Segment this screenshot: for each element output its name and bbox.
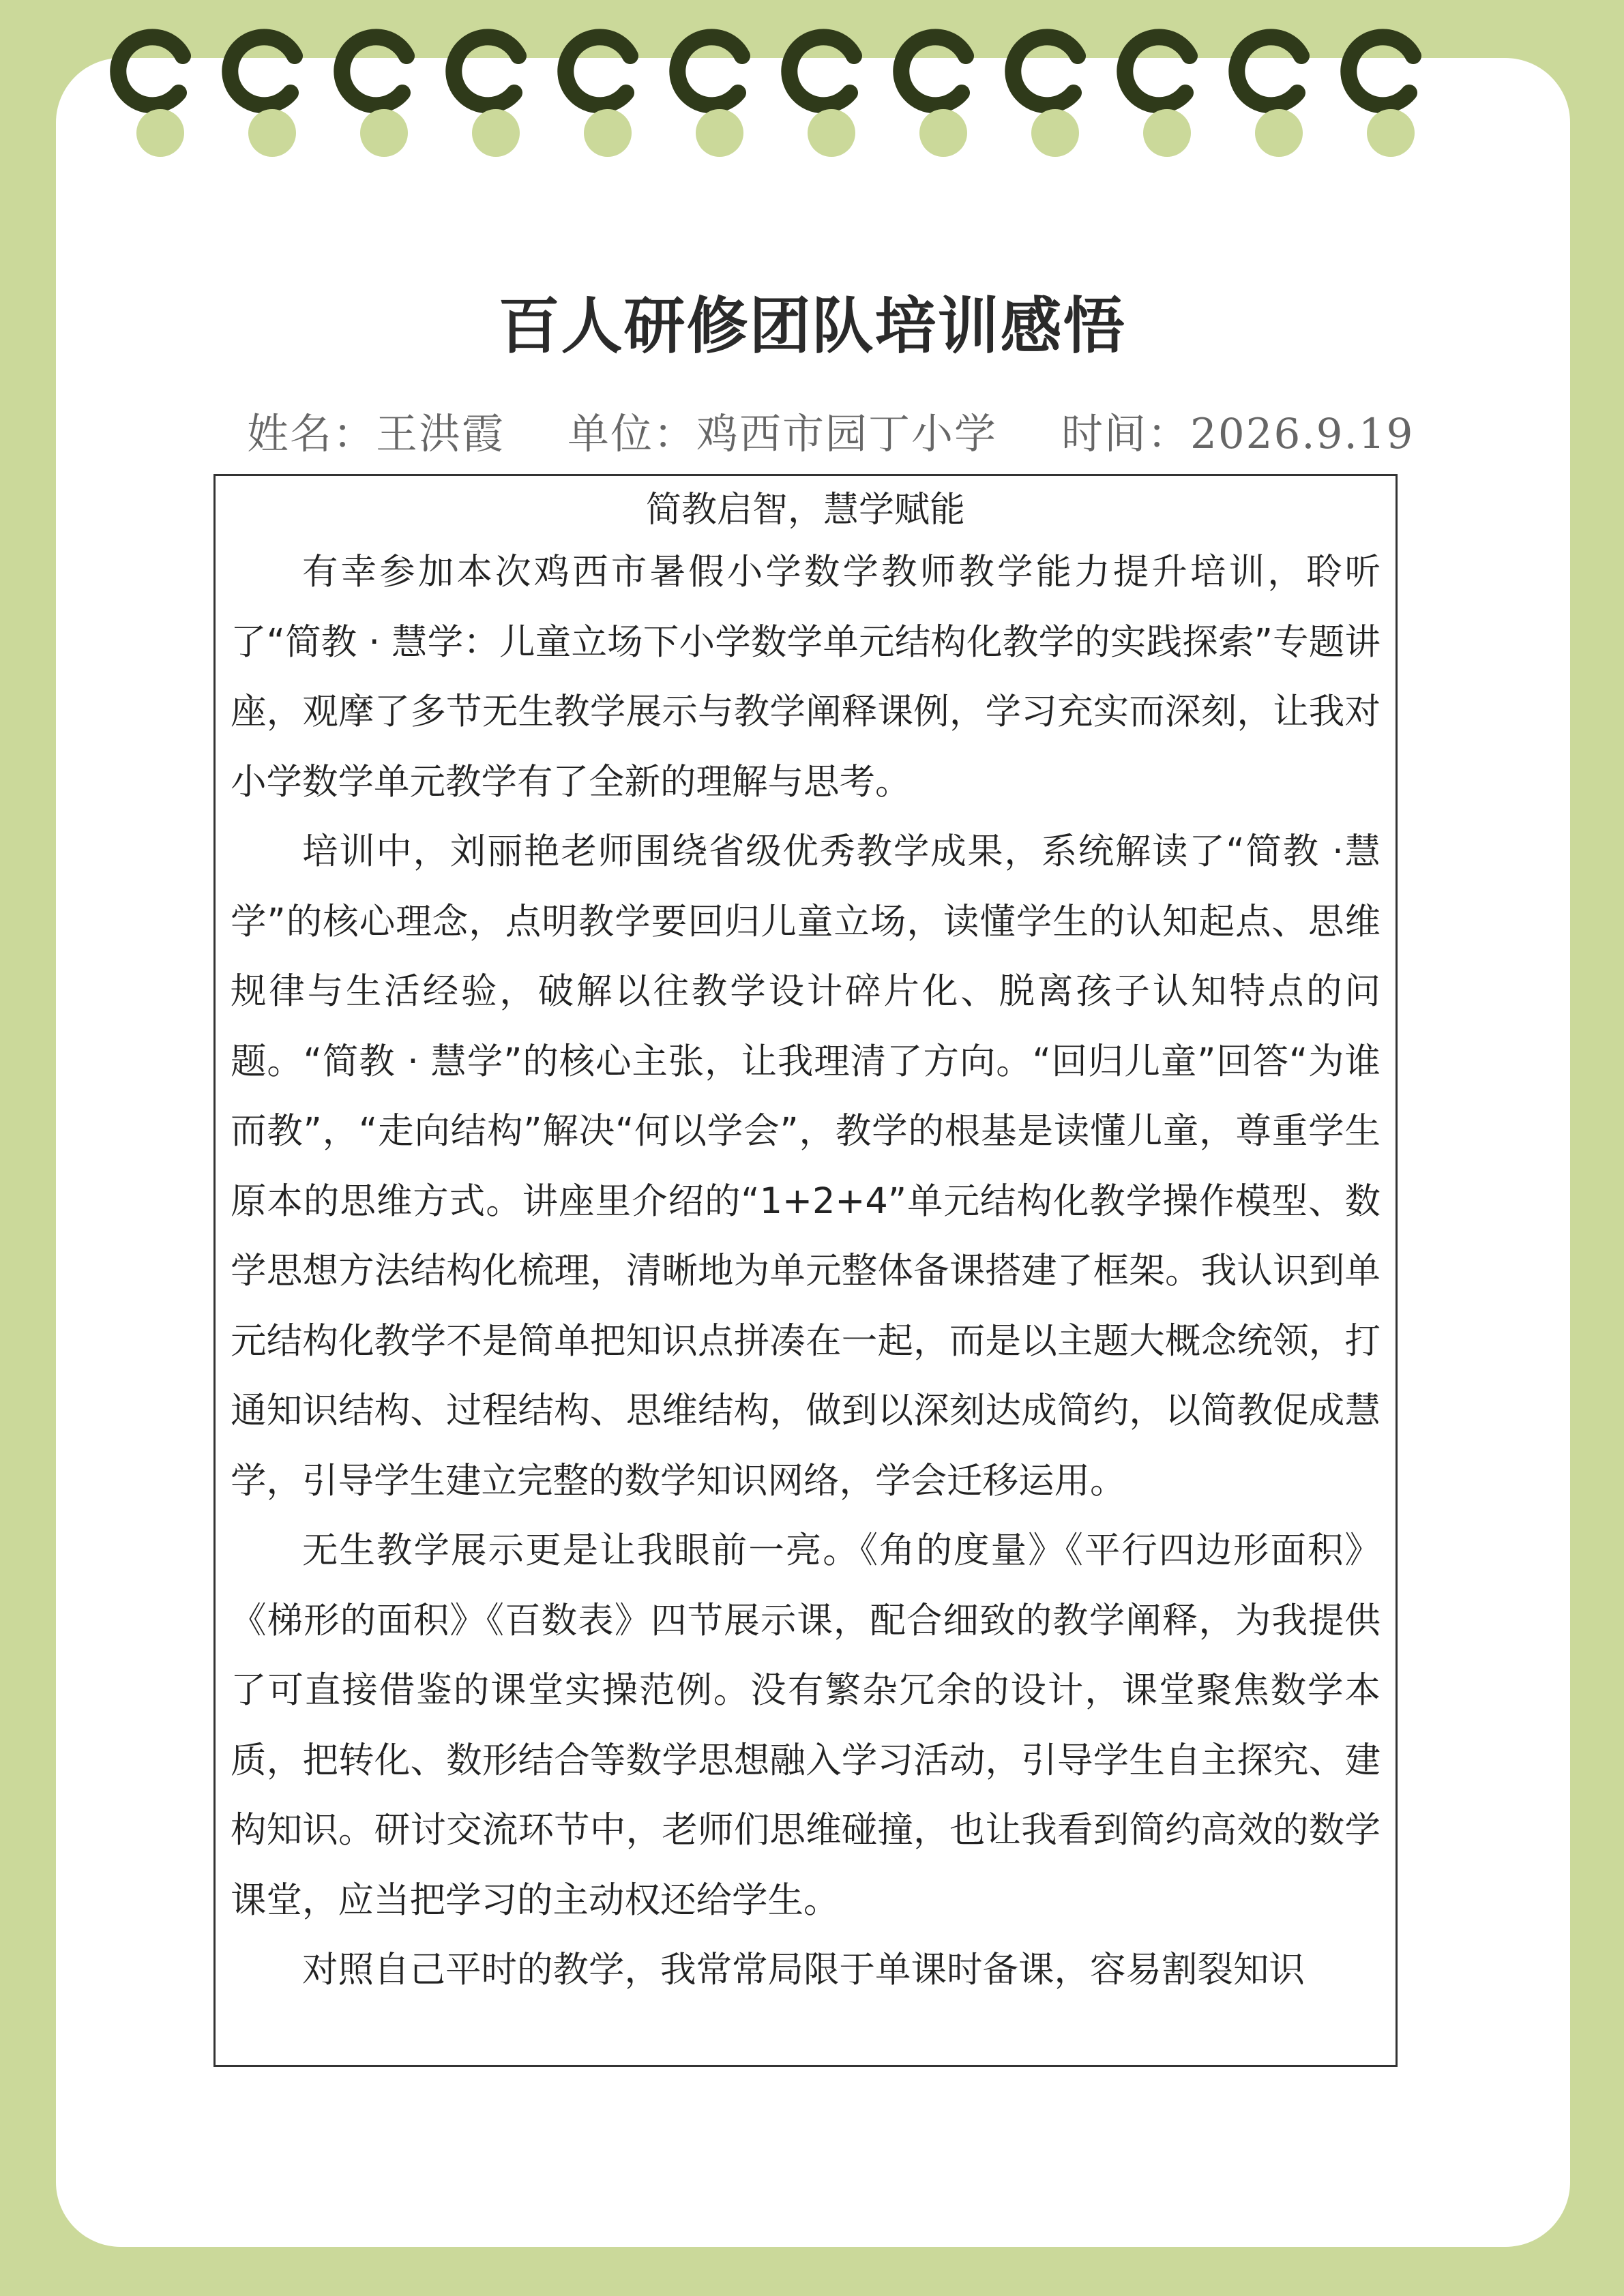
binder-ring-icon [773, 27, 862, 116]
ring-arc [1013, 37, 1078, 105]
binder-ring-icon [885, 27, 974, 116]
unit-label: 单位： [567, 410, 697, 458]
ring-arc [901, 37, 966, 105]
binder-ring-icon [326, 27, 415, 116]
punch-hole [136, 109, 184, 157]
punch-hole [248, 109, 296, 157]
essay-body [216, 537, 1396, 2006]
ring-arc [454, 37, 518, 105]
name-label: 姓名： [247, 410, 377, 458]
binder-ring-icon [102, 27, 191, 116]
binder-ring-icon [997, 27, 1086, 116]
author-unit [567, 401, 997, 460]
essay-box [213, 474, 1398, 2067]
document-date [1061, 401, 1414, 460]
paragraph-1: 有幸参加本次鸡西市暑假小学数学教师教学能力提升培训，聆听了“简教 · 慧学：儿童立场下小学数学单元结构化教学的实践探索”专题讲座，观摩了多节无生教学展示与教学阐释课例，学习充实而深刻，让我对小学数学单元教学有了全新的理解与思考。 [231, 551, 1381, 803]
punch-hole [1143, 109, 1191, 157]
paragraph-3: 无生教学展示更是让我眼前一亮。《角的度量》《平行四边形面积》《梯形的面积》《百数表》四节展示课，配合细致的教学阐释，为我提供了可直接借鉴的课堂实操范例。没有繁杂冗余的设计，课堂聚焦数学本质，把转化、数形结合等数学思想融入学习活动，引导学生自主探究、建构知识。研讨交流环节中，老师们思维碰撞，也让我看到简约高效的数学课堂，应当把学习的主动权还给学生。 [231, 1530, 1381, 1921]
ring-arc [342, 37, 407, 105]
punch-hole [696, 109, 743, 157]
punch-hole [919, 109, 967, 157]
punch-hole [808, 109, 855, 157]
binder-ring-icon [662, 27, 750, 116]
binder-ring-icon [1109, 27, 1198, 116]
binder-ring-icon [214, 27, 303, 116]
punch-hole [584, 109, 632, 157]
binder-ring-icon [550, 27, 638, 116]
name-value: 王洪霞 [376, 410, 505, 458]
punch-hole [1255, 109, 1303, 157]
ring-arc [1237, 37, 1301, 105]
author-name [247, 401, 505, 460]
time-label: 时间： [1061, 410, 1191, 458]
unit-value: 鸡西市园丁小学 [696, 410, 998, 458]
ring-arc [118, 37, 183, 105]
ring-arc [1348, 37, 1413, 105]
binder-ring-icon [1221, 27, 1310, 116]
punch-hole [1367, 109, 1415, 157]
paragraph-4: 对照自己平时的教学，我常常局限于单课时备课，容易割裂知识 [302, 1949, 1305, 1991]
ring-arc [789, 37, 854, 105]
ring-arc [1125, 37, 1190, 105]
ring-arc [565, 37, 630, 105]
paragraph-2: 培训中，刘丽艳老师围绕省级优秀教学成果，系统解读了“简教 ·慧学”的核心理念，点明教学要回归儿童立场，读懂学生的认知起点、思维规律与生活经验，破解以往教学设计碎片化、脱离孩子认知特点的问题。“简教 · 慧学”的核心主张，让我理清了方向。“回归儿童”回答“为谁而教”，“走向结构”解决“何以学会”，教学的根基是读懂儿童，尊重学生原本的思维方式。讲座里介绍的“1+2+4”单元结构化教学操作模型、数学思想方法结构化梳理，清晰地为单元整体备课搭建了框架。我认识到单元结构化教学不是简单把知识点拼凑在一起，而是以主题大概念统领，打通知识结构、过程结构、思维结构，做到以深刻达成简约，以简教促成慧学，引导学生建立完整的数学知识网络，学会迁移运用。 [231, 831, 1381, 1502]
time-value: 2026.9.19 [1190, 410, 1415, 458]
binder-ring-icon [1333, 27, 1421, 116]
punch-hole [472, 109, 520, 157]
punch-hole [1031, 109, 1079, 157]
ring-arc [677, 37, 742, 105]
essay-subheading: 简教启智，慧学赋能 [645, 490, 965, 531]
punch-hole [360, 109, 408, 157]
document-title: 百人研修团队培训感悟 [498, 290, 1126, 362]
ring-arc [230, 37, 295, 105]
binder-ring-icon [438, 27, 527, 116]
